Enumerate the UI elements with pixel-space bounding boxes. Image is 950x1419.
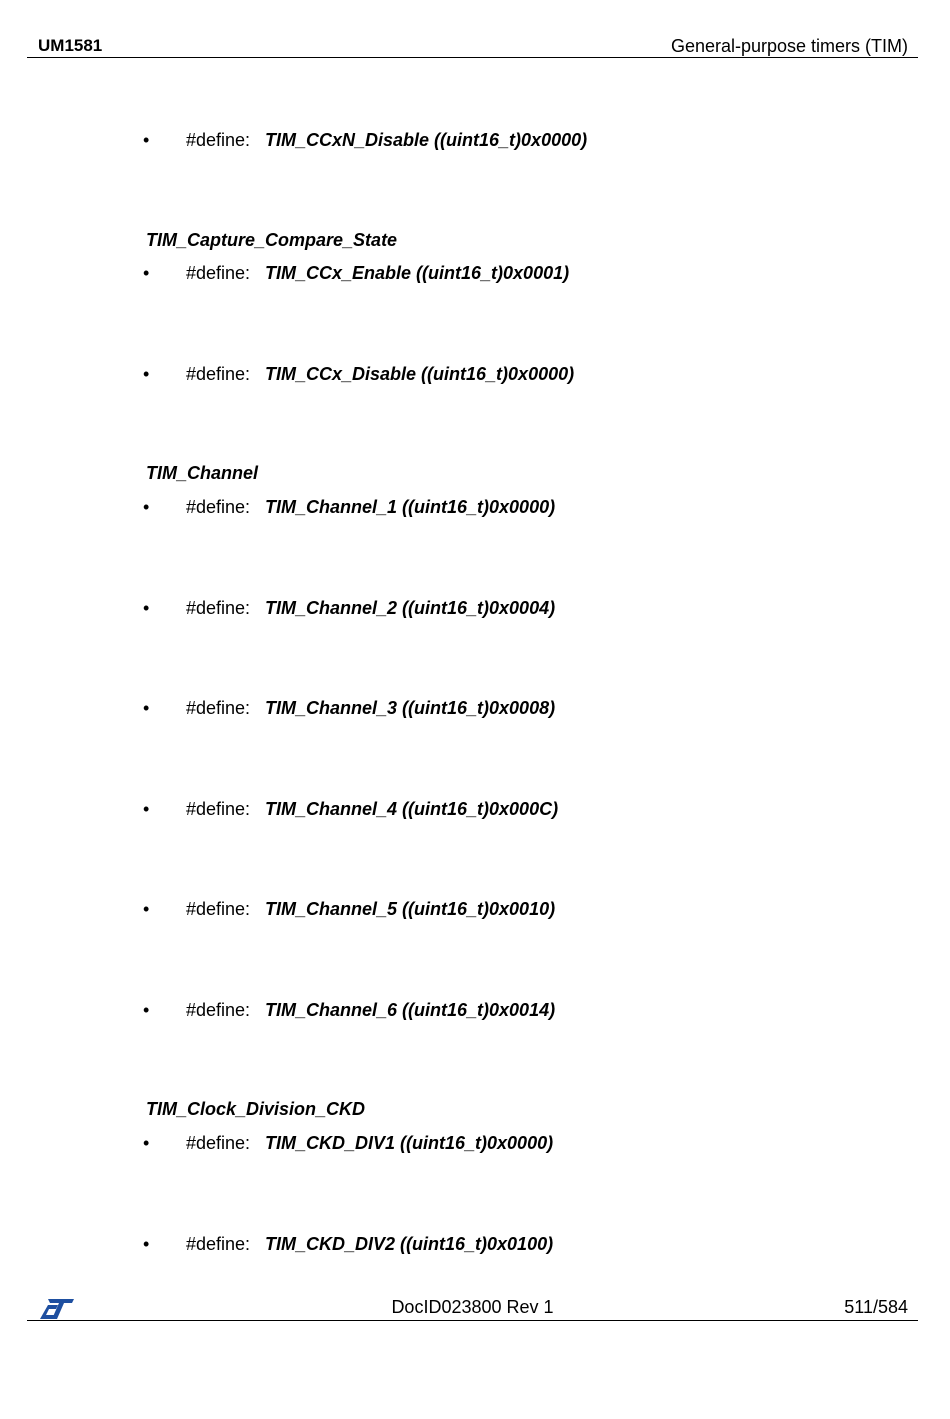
define-item	[0, 262, 950, 284]
define-label: #define:	[186, 899, 251, 919]
define-label: #define:	[186, 698, 251, 718]
define-label: #define:	[186, 1133, 251, 1153]
define-label: #define:	[186, 130, 251, 150]
define-value: TIM_CCx_Enable ((uint16_t)0x0001)	[265, 263, 570, 283]
define-item	[0, 798, 950, 820]
section-title-capture-compare-state: TIM_Capture_Compare_State	[146, 230, 398, 250]
define-item	[0, 597, 950, 619]
define-value: TIM_Channel_3 ((uint16_t)0x0008)	[265, 698, 556, 718]
define-value: TIM_CKD_DIV1 ((uint16_t)0x0000)	[265, 1133, 554, 1153]
define-label: #define:	[186, 1000, 251, 1020]
define-label: #define:	[186, 799, 251, 819]
bullet-icon: •	[143, 899, 150, 919]
header-doc-code: UM1581	[38, 36, 103, 55]
define-item	[0, 999, 950, 1021]
define-label: #define:	[186, 263, 251, 283]
define-value: TIM_Channel_6 ((uint16_t)0x0014)	[265, 1000, 556, 1020]
define-item	[0, 129, 950, 151]
define-label: #define:	[186, 1234, 251, 1254]
bullet-icon: •	[143, 1133, 150, 1153]
header-chapter-title: General-purpose timers (TIM)	[670, 36, 908, 56]
define-value: TIM_CKD_DIV2 ((uint16_t)0x0100)	[265, 1234, 554, 1254]
section-title-clock-division: TIM_Clock_Division_CKD	[146, 1099, 366, 1119]
define-value: TIM_CCxN_Disable ((uint16_t)0x0000)	[265, 130, 588, 150]
footer-doc-id: DocID023800 Rev 1	[391, 1297, 554, 1317]
define-value: TIM_Channel_4 ((uint16_t)0x000C)	[265, 799, 559, 819]
footer-page-number: 511/584	[844, 1297, 908, 1317]
bullet-icon: •	[143, 799, 150, 819]
section-title-channel: TIM_Channel	[146, 463, 259, 483]
define-label: #define:	[186, 497, 251, 517]
footer-divider	[27, 1320, 918, 1321]
bullet-icon: •	[143, 598, 150, 618]
bullet-icon: •	[143, 497, 150, 517]
bullet-icon: •	[143, 130, 150, 150]
define-value: TIM_Channel_1 ((uint16_t)0x0000)	[265, 497, 556, 517]
bullet-icon: •	[143, 263, 150, 283]
define-value: TIM_Channel_2 ((uint16_t)0x0004)	[265, 598, 556, 618]
define-value: TIM_Channel_5 ((uint16_t)0x0010)	[265, 899, 556, 919]
bullet-icon: •	[143, 698, 150, 718]
define-item	[0, 496, 950, 518]
define-label: #define:	[186, 598, 251, 618]
define-item	[0, 363, 950, 385]
bullet-icon: •	[143, 364, 150, 384]
define-item	[0, 1132, 950, 1154]
define-item	[0, 1233, 950, 1255]
define-value: TIM_CCx_Disable ((uint16_t)0x0000)	[265, 364, 575, 384]
bullet-icon: •	[143, 1234, 150, 1254]
define-item	[0, 898, 950, 920]
define-label: #define:	[186, 364, 251, 384]
header-divider	[27, 57, 918, 58]
define-item	[0, 697, 950, 719]
bullet-icon: •	[143, 1000, 150, 1020]
